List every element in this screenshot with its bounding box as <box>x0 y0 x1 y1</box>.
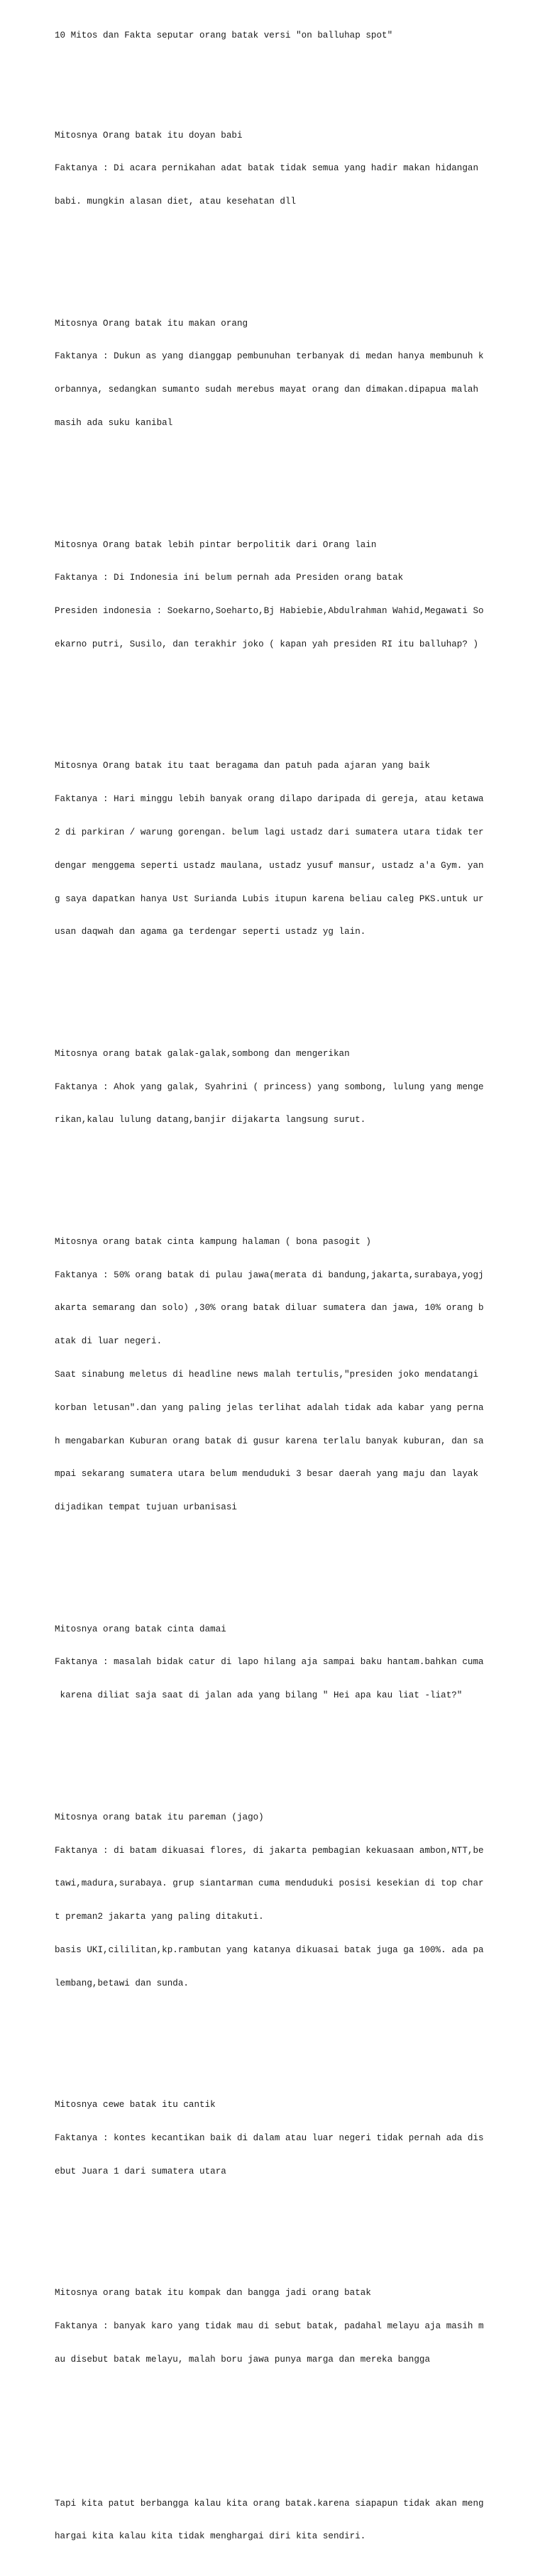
fact-line: babi. mungkin alasan diet, atau kesehatan dll <box>55 197 297 207</box>
fact-line: orbannya, sedangkan sumanto sudah merebus mayat orang dan dimakan.dipapua malah <box>55 385 479 395</box>
closing-paragraph <box>55 2476 537 2565</box>
fact-line: g saya dapatkan hanya Ust Surianda Lubis itupun karena beliau caleg PKS.untuk ur <box>55 893 484 904</box>
fact-line: rikan,kalau lulung datang,banjir dijakarta langsung surut. <box>55 1115 366 1125</box>
fact-line: Faktanya : Ahok yang galak, Syahrini ( princess) yang sombong, lulung yang menge <box>55 1081 484 1092</box>
spacer <box>55 473 537 485</box>
fact-line: lembang,betawi dan sunda. <box>55 1978 189 1988</box>
document-page <box>55 9 537 2576</box>
myth-line: Mitosnya orang batak cinta damai <box>55 1624 226 1634</box>
fact-line: Faktanya : banyak karo yang tidak mau di sebut batak, padahal melayu aja masih m <box>55 2321 484 2332</box>
closing-line: Tapi kita patut berbangga kalau kita orang batak.karena siapapun tidak akan meng <box>55 2498 484 2509</box>
fact-line: Presiden indonesia : Soekarno,Soeharto,Bj Habiebie,Abdulrahman Wahid,Megawati So <box>55 606 484 617</box>
spacer <box>55 1746 537 1757</box>
fact-line: 2 di parkiran / warung gorengan. belum lagi ustadz dari sumatera utara tidak ter <box>55 827 484 837</box>
myth-line: Mitosnya Orang batak itu taat beragama dan patuh pada ajaran yang baik <box>55 761 431 771</box>
fact-line: Faktanya : Di acara pernikahan adat batak tidak semua yang hadir makan hidangan <box>55 163 479 174</box>
myth-section-2 <box>55 296 537 451</box>
myth-line: Mitosnya orang batak galak-galak,sombong dan mengerikan <box>55 1048 350 1059</box>
fact-line: dijadikan tempat tujuan urbanisasi <box>55 1502 237 1513</box>
myth-line: Mitosnya orang batak itu pareman (jago) <box>55 1812 264 1822</box>
fact-line: basis UKI,cililitan,kp.rambutan yang katanya dikuasai batak juga ga 100%. ada pa <box>55 1944 484 1955</box>
myth-section-1 <box>55 108 537 230</box>
myth-section-7 <box>55 1602 537 1724</box>
fact-line: Faktanya : 50% orang batak di pulau jawa(merata di bandung,jakarta,surabaya,yogj <box>55 1270 484 1280</box>
fact-line: dengar menggema seperti ustadz maulana, ustadz yusuf mansur, ustadz a'a Gym. yan <box>55 860 484 871</box>
myth-line: Mitosnya Orang batak itu makan orang <box>55 318 248 329</box>
spacer <box>55 695 537 706</box>
fact-line: Faktanya : di batam dikuasai flores, di jakarta pembagian kekuasaan ambon,NTT,be <box>55 1845 484 1856</box>
fact-line: ekarno putri, Susilo, dan terakhir joko ( kapan yah presiden RI itu balluhap? ) <box>55 639 479 649</box>
fact-line: au disebut batak melayu, malah boru jawa punya marga dan mereka bangga <box>55 2354 431 2365</box>
fact-line: akarta semarang dan solo) ,30% orang batak diluar sumatera dan jawa, 10% orang b <box>55 1303 484 1314</box>
fact-line: karena diliat saja saat di jalan ada yang bilang " Hei apa kau liat -liat?" <box>55 1690 463 1701</box>
fact-line: tawi,madura,surabaya. grup siantarman cuma menduduki posisi kesekian di top char <box>55 1878 484 1889</box>
myth-line: Mitosnya cewe batak itu cantik <box>55 2100 216 2110</box>
myth-section-5 <box>55 1027 537 1149</box>
spacer <box>55 2034 537 2045</box>
fact-line: Saat sinabung meletus di headline news malah tertulis,"presiden joko mendatangi <box>55 1370 479 1380</box>
myth-section-3 <box>55 517 537 672</box>
document-title: 10 Mitos dan Fakta seputar orang batak versi "on balluhap spot" <box>55 31 393 41</box>
myth-section-6 <box>55 1215 537 1536</box>
myth-line: Mitosnya Orang batak lebih pintar berpolitik dari Orang lain <box>55 539 377 550</box>
spacer <box>55 2410 537 2443</box>
myth-section-9 <box>55 2078 537 2200</box>
fact-line: Faktanya : kontes kecantikan baik di dalam atau luar negeri tidak pernah ada dis <box>55 2133 484 2143</box>
fact-line: t preman2 jakarta yang paling ditakuti. <box>55 1912 264 1922</box>
fact-line: atak di luar negeri. <box>55 1336 163 1347</box>
spacer <box>55 1170 537 1182</box>
fact-line: korban letusan".dan yang paling jelas terlihat adalah tidak ada kabar yang perna <box>55 1402 484 1413</box>
spacer <box>55 252 537 263</box>
fact-line: ebut Juara 1 dari sumatera utara <box>55 2166 226 2176</box>
spacer <box>55 64 537 75</box>
spacer <box>55 982 537 993</box>
spacer <box>55 2222 537 2233</box>
myth-section-8 <box>55 1790 537 2012</box>
myth-line: Mitosnya orang batak itu kompak dan bangga jadi orang batak <box>55 2288 371 2299</box>
fact-line: mpai sekarang sumatera utara belum menduduki 3 besar daerah yang maju dan layak <box>55 1469 479 1480</box>
fact-line: masih ada suku kanibal <box>55 417 173 428</box>
fact-line: Faktanya : Dukun as yang dianggap pembunuhan terbanyak di medan hanya membunuh k <box>55 351 484 362</box>
fact-line: Faktanya : Hari minggu lebih banyak orang dilapo daripada di gereja, atau ketawa <box>55 794 484 805</box>
fact-line: usan daqwah dan agama ga terdengar seperti ustadz yg lain. <box>55 927 366 937</box>
myth-line: Mitosnya Orang batak itu doyan babi <box>55 130 243 141</box>
fact-line: h mengabarkan Kuburan orang batak di gusur karena terlalu banyak kuburan, dan sa <box>55 1436 484 1446</box>
spacer <box>55 1558 537 1569</box>
closing-line: hargai kita kalau kita tidak menghargai diri kita sendiri. <box>55 2531 366 2542</box>
myth-section-4 <box>55 739 537 960</box>
myth-line: Mitosnya orang batak cinta kampung halaman ( bona pasogit ) <box>55 1236 371 1247</box>
fact-line: Faktanya : masalah bidak catur di lapo hilang aja sampai baku hantam.bahkan cuma <box>55 1657 484 1668</box>
fact-line: Faktanya : Di Indonesia ini belum pernah ada Presiden orang batak <box>55 573 404 583</box>
myth-section-10 <box>55 2266 537 2388</box>
